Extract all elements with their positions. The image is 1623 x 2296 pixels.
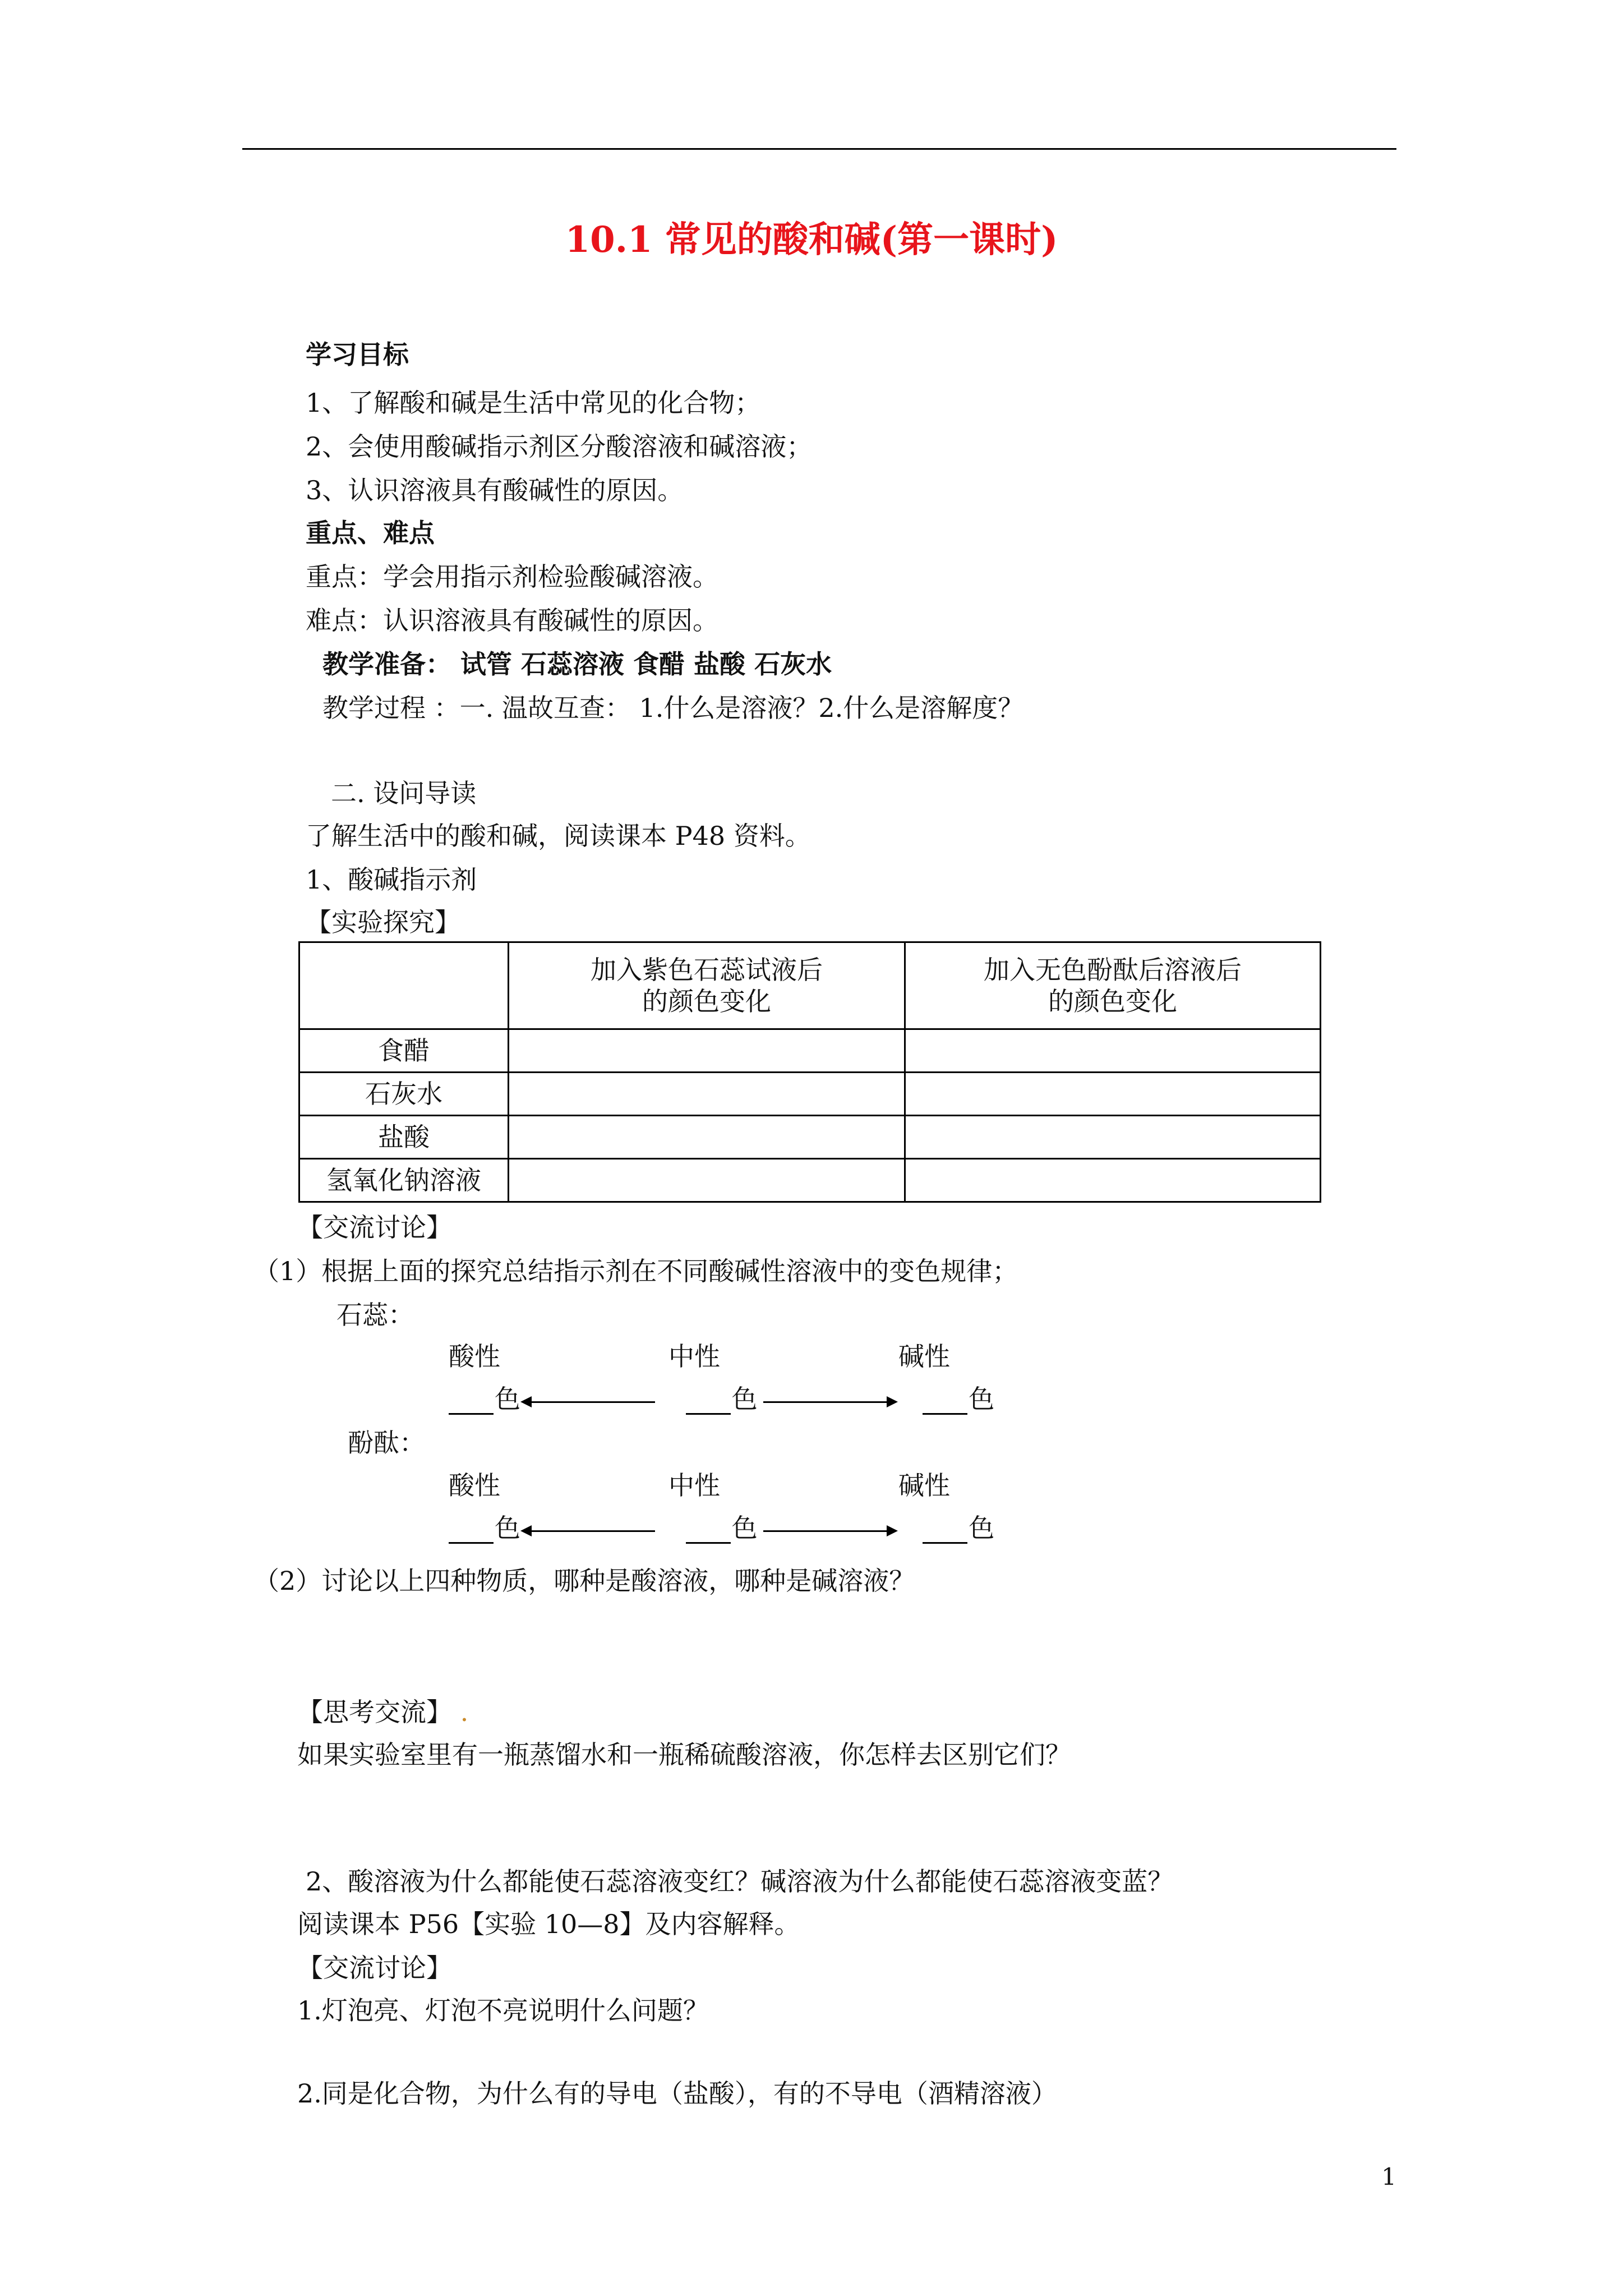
table-row xyxy=(299,1073,1321,1116)
table-cell xyxy=(905,1159,1321,1202)
table-cell xyxy=(509,1159,905,1202)
table-row xyxy=(299,1116,1321,1159)
difficulty-point: 难点：认识溶液具有酸碱性的原因。 xyxy=(306,605,718,636)
answer-blank xyxy=(449,1517,494,1544)
base-label: 碱性 xyxy=(898,1341,950,1372)
page-title: 10.1 常见的酸和碱(第一课时) xyxy=(565,219,1058,261)
answer-blank xyxy=(686,1517,731,1544)
neutral-label: 中性 xyxy=(668,1470,720,1501)
experiment-table xyxy=(298,941,1321,1203)
part2-reading: 阅读课本 P56【实验 10—8】及内容解释。 xyxy=(297,1909,800,1939)
teaching-process: 教学过程 ：一. 温故互查： 1.什么是溶液？2.什么是溶解度？ xyxy=(322,693,1024,723)
table-cell-substance: 石灰水 xyxy=(299,1073,509,1116)
objectives-heading: 学习目标 xyxy=(306,339,409,370)
key-point: 重点：学会用指示剂检验酸碱溶液。 xyxy=(306,562,718,592)
objective-item: 2、会使用酸碱指示剂区分酸溶液和碱溶液； xyxy=(306,431,813,462)
acid-label: 酸性 xyxy=(449,1341,500,1372)
part2-question: 2、酸溶液为什么都能使石蕊溶液变红？碱溶液为什么都能使石蕊溶液变蓝？ xyxy=(306,1866,1174,1897)
table-cell-substance: 氢氧化钠溶液 xyxy=(299,1159,509,1202)
table-cell xyxy=(905,1073,1321,1116)
table-cell-substance: 食醋 xyxy=(299,1029,509,1073)
arrow-left-icon xyxy=(520,1519,661,1542)
acid-label: 酸性 xyxy=(449,1470,500,1501)
discussion-question: （2）讨论以上四种物质，哪种是酸溶液，哪种是碱溶液？ xyxy=(253,1566,915,1596)
answer-blank xyxy=(923,1388,967,1415)
section-heading: 二. 设问导读 xyxy=(331,778,477,808)
discussion-label: 【交流讨论】 xyxy=(297,1212,452,1243)
phenolphthalein-label: 酚酞： xyxy=(348,1428,425,1458)
table-cell xyxy=(509,1029,905,1073)
base-label: 碱性 xyxy=(898,1470,950,1501)
objective-item: 3、认识溶液具有酸碱性的原因。 xyxy=(306,475,684,505)
table-header-cell: 加入紫色石蕊试液后 的颜色变化 xyxy=(509,942,905,1029)
litmus-label: 石蕊： xyxy=(336,1300,414,1330)
experiment-label: 【实验探究】 xyxy=(306,907,460,937)
table-header-row xyxy=(299,942,1321,1029)
answer-blank xyxy=(449,1388,494,1415)
answer-blank xyxy=(923,1517,967,1544)
think-question: 如果实验室里有一瓶蒸馏水和一瓶稀硫酸溶液，你怎样去区别它们？ xyxy=(297,1740,1071,1770)
arrow-right-icon xyxy=(758,1390,898,1412)
table-row xyxy=(299,1159,1321,1202)
litmus-scale: 色 色 色 xyxy=(449,1383,994,1415)
key-points-heading: 重点、难点 xyxy=(306,518,435,548)
arrow-left-icon xyxy=(520,1390,661,1412)
arrow-right-icon xyxy=(758,1519,898,1542)
section-intro: 了解生活中的酸和碱，阅读课本 P48 资料。 xyxy=(306,821,811,851)
table-header-cell xyxy=(299,942,509,1029)
discussion-label: 【交流讨论】 xyxy=(297,1953,452,1983)
teaching-preparation: 教学准备： 试管 石蕊溶液 食醋 盐酸 石灰水 xyxy=(322,649,832,679)
table-cell-substance: 盐酸 xyxy=(299,1116,509,1159)
discussion-item: 1.灯泡亮、灯泡不亮说明什么问题？ xyxy=(297,1995,709,2026)
header-rule xyxy=(242,148,1396,150)
table-cell xyxy=(509,1073,905,1116)
subsection-heading: 1、酸碱指示剂 xyxy=(306,864,477,895)
table-cell xyxy=(509,1116,905,1159)
discussion-item: 2.同是化合物，为什么有的导电（盐酸），有的不导电（酒精溶液） xyxy=(297,2078,1057,2109)
table-cell xyxy=(905,1029,1321,1073)
phenolphthalein-scale: 色 色 色 xyxy=(449,1512,994,1544)
table-cell xyxy=(905,1116,1321,1159)
page-number: 1 xyxy=(1381,2163,1396,2191)
objective-item: 1、了解酸和碱是生活中常见的化合物； xyxy=(306,388,761,418)
table-row xyxy=(299,1029,1321,1073)
table-header-cell: 加入无色酚酞后溶液后 的颜色变化 xyxy=(905,942,1321,1029)
think-label: 【思考交流】 . xyxy=(297,1697,469,1727)
neutral-label: 中性 xyxy=(668,1341,720,1372)
discussion-question: （1）根据上面的探究总结指示剂在不同酸碱性溶液中的变色规律； xyxy=(253,1256,1018,1286)
answer-blank xyxy=(686,1388,731,1415)
